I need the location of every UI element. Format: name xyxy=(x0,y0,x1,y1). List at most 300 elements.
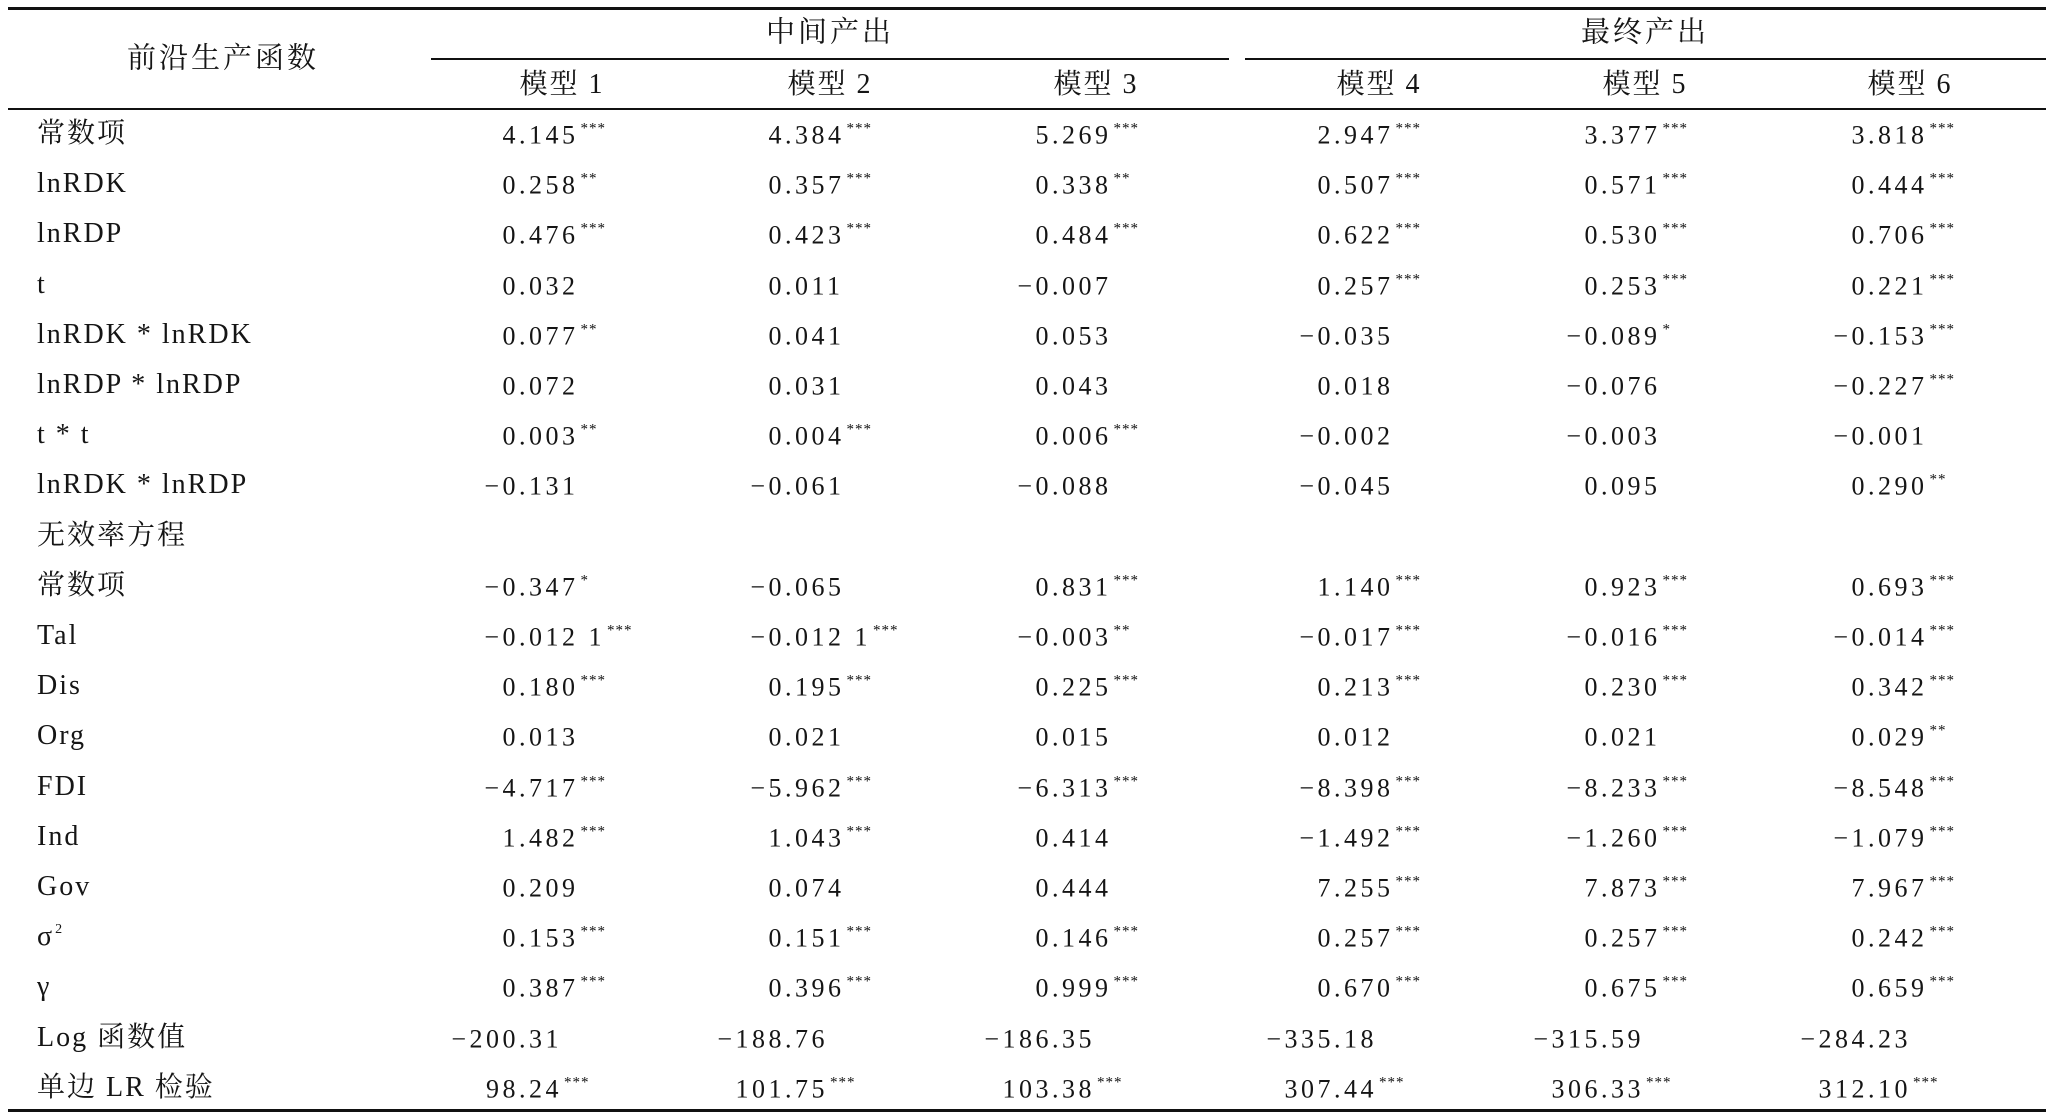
table-cell xyxy=(1585,925,1689,951)
table-cell xyxy=(484,624,632,650)
table-cell xyxy=(1299,772,1421,802)
coefficient-value: −0.061 xyxy=(750,471,845,501)
row-label-text: lnRDK xyxy=(37,168,128,200)
table-cell xyxy=(1317,270,1422,300)
table-cell xyxy=(1317,973,1422,1003)
significance-stars: *** xyxy=(846,923,872,940)
significance-stars: *** xyxy=(846,170,872,187)
significance-stars: *** xyxy=(1929,120,1955,137)
table-cell xyxy=(1299,825,1421,851)
table-row xyxy=(0,1013,2048,1063)
coefficient-value: 0.018 xyxy=(1317,371,1394,401)
significance-stars: *** xyxy=(1395,120,1421,137)
row-label-text: Org xyxy=(37,720,87,752)
table-cell xyxy=(1017,471,1113,501)
table-cell xyxy=(1036,674,1140,700)
coefficient-value: 0.095 xyxy=(1584,471,1661,501)
coefficient-value: 0.230 xyxy=(1584,672,1661,702)
coefficient-value: 0.146 xyxy=(1035,923,1112,953)
significance-stars: ** xyxy=(1929,471,1947,488)
coefficient-value: 1.140 xyxy=(1317,572,1394,602)
coefficient-value: 0.257 xyxy=(1317,923,1394,953)
table-cell xyxy=(1317,722,1396,752)
significance-stars: *** xyxy=(873,622,899,639)
table-cell xyxy=(750,574,846,600)
table-cell xyxy=(1299,323,1395,349)
table-cell xyxy=(1036,323,1114,349)
row-label-text: 单边 LR 检验 xyxy=(37,1071,215,1103)
coefficient-value: −4.717 xyxy=(484,772,579,802)
coefficient-value: −0.045 xyxy=(1299,471,1394,501)
coefficient-value: −0.088 xyxy=(1017,471,1112,501)
significance-stars: *** xyxy=(1113,923,1139,940)
significance-stars: *** xyxy=(607,622,633,639)
coefficient-value: −0.007 xyxy=(1017,270,1112,300)
coefficient-value: 0.180 xyxy=(502,672,579,702)
coefficient-value: 0.253 xyxy=(1584,270,1661,300)
coefficient-value: 103.38 xyxy=(1002,1074,1095,1104)
table-cell xyxy=(1584,973,1689,1003)
coefficient-value: 0.041 xyxy=(768,321,845,351)
coefficient-value: −0.012 1 xyxy=(484,622,605,652)
significance-stars: ** xyxy=(1113,622,1131,639)
row-label-text: lnRDK * lnRDP xyxy=(37,469,249,501)
coefficient-value: −0.017 xyxy=(1299,622,1394,652)
table-cell xyxy=(503,172,598,198)
significance-stars: *** xyxy=(1929,270,1955,287)
significance-stars: *** xyxy=(1113,572,1139,589)
coefficient-value: −8.548 xyxy=(1833,772,1928,802)
significance-stars: *** xyxy=(1662,622,1688,639)
table-cell xyxy=(1036,172,1131,198)
coefficient-value: −1.492 xyxy=(1299,823,1394,853)
row-label-text: Tal xyxy=(37,620,79,651)
coefficient-value: 0.342 xyxy=(1851,672,1928,702)
table-cell xyxy=(1833,423,1929,449)
table-cell xyxy=(503,674,607,700)
significance-stars: *** xyxy=(1929,772,1955,789)
table-cell xyxy=(1566,423,1662,449)
coefficient-value: 0.706 xyxy=(1851,220,1928,250)
table-cell xyxy=(1851,973,1956,1003)
significance-stars: ** xyxy=(1929,722,1947,739)
significance-stars: *** xyxy=(1379,1074,1405,1091)
table-cell xyxy=(1035,973,1140,1003)
table-row xyxy=(0,561,2048,611)
coefficient-value: −0.065 xyxy=(750,572,845,602)
coefficient-value: −0.076 xyxy=(1566,371,1661,401)
row-label xyxy=(37,622,78,650)
significance-stars: *** xyxy=(1113,421,1139,438)
table-cell xyxy=(1017,624,1130,650)
table-cell xyxy=(1017,772,1139,802)
significance-stars: *** xyxy=(1395,772,1421,789)
coefficient-value: 7.967 xyxy=(1851,873,1928,903)
significance-stars: *** xyxy=(1662,772,1688,789)
table-cell xyxy=(769,875,847,901)
significance-stars: ** xyxy=(1113,170,1131,187)
table-cell xyxy=(750,624,898,650)
coefficient-value: 0.012 xyxy=(1317,722,1394,752)
table-cell xyxy=(486,1076,590,1102)
table-cell xyxy=(503,122,607,148)
significance-stars: *** xyxy=(1662,973,1688,990)
significance-stars: *** xyxy=(846,672,872,689)
stub-header: 前沿生产函数 xyxy=(126,42,320,75)
table-cell xyxy=(484,772,606,802)
coefficient-value: 0.029 xyxy=(1851,722,1928,752)
table-cell xyxy=(502,973,607,1003)
table-row xyxy=(0,260,2048,310)
significance-stars: *** xyxy=(580,120,606,137)
table-cell xyxy=(1584,722,1663,752)
coefficient-value: 0.396 xyxy=(768,973,845,1003)
significance-stars: *** xyxy=(1097,1074,1123,1091)
table-row xyxy=(0,511,2048,561)
row-label-text: Gov xyxy=(37,871,92,902)
table-cell xyxy=(1036,423,1140,449)
coefficient-value: −0.016 xyxy=(1566,622,1661,652)
coefficient-value: 0.074 xyxy=(768,873,845,903)
row-label-text: 常数项 xyxy=(37,569,128,601)
table-cell xyxy=(1852,674,1956,700)
row-label xyxy=(37,569,128,601)
coefficient-value: 3.818 xyxy=(1851,120,1928,150)
significance-stars: * xyxy=(1662,321,1671,338)
significance-stars: *** xyxy=(1662,823,1688,840)
table-cell xyxy=(1318,122,1422,148)
table-cell xyxy=(502,722,581,752)
model-header-3: 模型 3 xyxy=(1053,69,1139,100)
table-cell xyxy=(1566,772,1688,802)
significance-stars: *** xyxy=(1113,973,1139,990)
significance-stars: *** xyxy=(1662,120,1688,137)
significance-stars: *** xyxy=(846,823,872,840)
table-cell xyxy=(1852,172,1956,198)
coefficient-value: −1.079 xyxy=(1833,823,1928,853)
coefficient-value: 0.507 xyxy=(1317,170,1394,200)
row-label-superscript: 2 xyxy=(55,922,65,938)
table-cell xyxy=(769,172,873,198)
row-label-text: σ xyxy=(37,921,55,953)
coefficient-value: 0.999 xyxy=(1035,973,1112,1003)
table-cell xyxy=(1318,925,1422,951)
table-row xyxy=(0,812,2048,862)
table-cell xyxy=(1585,875,1689,901)
significance-stars: *** xyxy=(1929,220,1955,237)
row-label xyxy=(37,923,64,951)
group-underline-final xyxy=(1245,58,2046,60)
coefficient-value: 2.947 xyxy=(1317,120,1394,150)
coefficient-value: 0.021 xyxy=(1584,722,1661,752)
row-label xyxy=(37,873,91,901)
table-cell xyxy=(1036,875,1114,901)
table-cell xyxy=(769,423,873,449)
significance-stars: *** xyxy=(580,973,606,990)
coefficient-value: −0.002 xyxy=(1299,421,1394,451)
coefficient-value: 0.013 xyxy=(502,722,579,752)
table-row xyxy=(0,1063,2048,1113)
coefficient-value: 307.44 xyxy=(1284,1074,1377,1104)
significance-stars: *** xyxy=(846,120,872,137)
row-label xyxy=(37,170,128,198)
table-cell xyxy=(503,323,598,349)
table-cell xyxy=(1566,323,1671,349)
coefficient-value: 7.255 xyxy=(1317,873,1394,903)
significance-stars: *** xyxy=(1662,270,1688,287)
table-cell xyxy=(1318,674,1422,700)
coefficient-value: 0.225 xyxy=(1035,672,1112,702)
significance-stars: *** xyxy=(1395,672,1421,689)
coefficient-value: −335.18 xyxy=(1266,1023,1377,1053)
table-cell xyxy=(768,270,846,300)
coefficient-value: 0.072 xyxy=(502,371,579,401)
coefficient-value: 0.444 xyxy=(1035,873,1112,903)
significance-stars: *** xyxy=(580,772,606,789)
coefficient-value: 3.377 xyxy=(1584,120,1661,150)
coefficient-value: 0.659 xyxy=(1851,973,1928,1003)
coefficient-value: 0.151 xyxy=(768,923,845,953)
coefficient-value: −6.313 xyxy=(1017,772,1112,802)
significance-stars: *** xyxy=(580,220,606,237)
coefficient-value: 0.530 xyxy=(1584,220,1661,250)
significance-stars: *** xyxy=(1395,823,1421,840)
coefficient-value: 0.043 xyxy=(1035,371,1112,401)
significance-stars: *** xyxy=(1662,873,1688,890)
coefficient-value: −0.227 xyxy=(1833,371,1928,401)
table-row xyxy=(0,862,2048,912)
significance-stars: *** xyxy=(580,923,606,940)
table-cell xyxy=(1299,471,1395,501)
table-cell xyxy=(1318,373,1396,399)
significance-stars: *** xyxy=(580,672,606,689)
significance-stars: *** xyxy=(830,1074,856,1091)
row-label-text: lnRDP xyxy=(37,218,124,250)
table-cell xyxy=(1266,1023,1379,1053)
table-cell xyxy=(1585,172,1689,198)
table-cell xyxy=(1833,624,1955,650)
coefficient-value: −0.003 xyxy=(1566,421,1661,451)
coefficient-value: 0.077 xyxy=(502,321,579,351)
coefficient-value: −0.014 xyxy=(1833,622,1928,652)
coefficient-value: 0.357 xyxy=(768,170,845,200)
significance-stars: *** xyxy=(1395,170,1421,187)
significance-stars: *** xyxy=(1662,170,1688,187)
row-label xyxy=(37,268,47,300)
coefficient-value: 0.444 xyxy=(1851,170,1928,200)
coefficient-value: 0.831 xyxy=(1035,572,1112,602)
significance-stars: *** xyxy=(1662,672,1688,689)
significance-stars: *** xyxy=(1395,622,1421,639)
table-cell xyxy=(1035,220,1140,250)
significance-stars: *** xyxy=(1395,923,1421,940)
row-label-text: lnRDK * lnRDK xyxy=(37,318,253,350)
significance-stars: *** xyxy=(1113,772,1139,789)
significance-stars: *** xyxy=(1395,973,1421,990)
significance-stars: *** xyxy=(1113,220,1139,237)
table-cell xyxy=(768,220,873,250)
coefficient-value: 7.873 xyxy=(1584,873,1661,903)
table-cell xyxy=(750,772,872,802)
model-header-4: 模型 4 xyxy=(1336,69,1422,100)
row-label-text: Dis xyxy=(37,670,82,702)
significance-stars: ** xyxy=(580,321,598,338)
coefficient-value: 0.622 xyxy=(1317,220,1394,250)
table-cell xyxy=(768,722,847,752)
table-cell xyxy=(1533,1023,1646,1053)
table-row xyxy=(0,410,2048,460)
table-cell xyxy=(1036,925,1140,951)
table-cell xyxy=(750,471,846,501)
table-cell xyxy=(769,373,847,399)
table-cell xyxy=(717,1023,830,1053)
table-cell xyxy=(769,674,873,700)
significance-stars: *** xyxy=(1929,823,1955,840)
table-cell xyxy=(1852,122,1956,148)
table-cell xyxy=(1003,1076,1123,1102)
table-cell xyxy=(502,220,607,250)
table-cell xyxy=(1584,270,1689,300)
significance-stars: *** xyxy=(1929,973,1955,990)
coefficient-value: 0.015 xyxy=(1035,722,1112,752)
row-label xyxy=(37,770,89,802)
significance-stars: *** xyxy=(1662,220,1688,237)
significance-stars: *** xyxy=(564,1074,590,1091)
coefficient-value: 0.053 xyxy=(1035,321,1112,351)
table-cell xyxy=(1833,323,1955,349)
table-cell xyxy=(1036,373,1114,399)
coefficient-value: 0.423 xyxy=(768,220,845,250)
table-cell xyxy=(1800,1023,1913,1053)
coefficient-value: −315.59 xyxy=(1533,1023,1644,1053)
coefficient-value: 0.414 xyxy=(1035,823,1112,853)
coefficient-value: −200.31 xyxy=(451,1023,562,1053)
table-cell xyxy=(1585,674,1689,700)
table-cell xyxy=(1318,574,1422,600)
table-cell xyxy=(984,1023,1097,1053)
table-cell xyxy=(1036,574,1140,600)
table-cell xyxy=(503,925,607,951)
coefficient-value: −0.001 xyxy=(1833,421,1928,451)
coefficient-value: 0.003 xyxy=(502,421,579,451)
table-cell xyxy=(1299,624,1421,650)
table-row xyxy=(0,460,2048,510)
table-row xyxy=(0,912,2048,962)
coefficient-value: 101.75 xyxy=(735,1074,828,1104)
table-row xyxy=(0,159,2048,209)
coefficient-value: 0.032 xyxy=(502,270,579,300)
table-cell xyxy=(1036,825,1114,851)
table-cell xyxy=(1819,1076,1939,1102)
coefficient-value: 0.338 xyxy=(1035,170,1112,200)
row-label xyxy=(37,220,123,248)
table-row xyxy=(0,109,2048,159)
model-header-1: 模型 1 xyxy=(519,69,605,100)
table-cell xyxy=(1285,1076,1405,1102)
coefficient-value: 0.675 xyxy=(1584,973,1661,1003)
significance-stars: *** xyxy=(846,772,872,789)
row-label xyxy=(37,371,242,399)
table-cell xyxy=(1851,471,1947,501)
coefficient-value: 98.24 xyxy=(486,1074,562,1104)
table-cell xyxy=(1585,574,1689,600)
coefficient-value: 0.031 xyxy=(768,371,845,401)
table-cell xyxy=(1017,270,1113,300)
significance-stars: *** xyxy=(1929,923,1955,940)
coefficient-value: 0.021 xyxy=(768,722,845,752)
table-cell xyxy=(1852,574,1956,600)
table-cell xyxy=(1833,772,1955,802)
table-cell xyxy=(1851,722,1947,752)
coefficient-value: 0.213 xyxy=(1317,672,1394,702)
top-rule xyxy=(8,7,2046,10)
significance-stars: ** xyxy=(580,421,598,438)
table-cell xyxy=(769,825,873,851)
significance-stars: *** xyxy=(1395,270,1421,287)
coefficient-value: 0.221 xyxy=(1851,270,1928,300)
coefficient-value: 1.043 xyxy=(768,823,845,853)
table-cell xyxy=(503,875,581,901)
coefficient-value: −284.23 xyxy=(1800,1023,1911,1053)
group-underline-intermediate xyxy=(431,58,1229,60)
row-label xyxy=(37,421,91,449)
row-label xyxy=(37,1071,215,1103)
table-cell xyxy=(451,1023,564,1053)
coefficient-value: 0.290 xyxy=(1851,471,1928,501)
group-header-final: 最终产出 xyxy=(1580,16,1710,49)
coefficient-value: 0.242 xyxy=(1851,923,1928,953)
coefficient-value: 306.33 xyxy=(1551,1074,1644,1104)
coefficient-value: 0.693 xyxy=(1851,572,1928,602)
coefficient-value: 0.209 xyxy=(502,873,579,903)
coefficient-value: −0.003 xyxy=(1017,622,1112,652)
table-cell xyxy=(1851,220,1956,250)
table-cell xyxy=(1566,825,1688,851)
row-label-text: FDI xyxy=(37,770,89,802)
coefficient-value: 0.571 xyxy=(1584,170,1661,200)
significance-stars: *** xyxy=(1395,220,1421,237)
table-row xyxy=(0,962,2048,1012)
table-cell xyxy=(1318,875,1422,901)
coefficient-value: −188.76 xyxy=(717,1023,828,1053)
table-cell xyxy=(503,423,598,449)
significance-stars: *** xyxy=(1929,572,1955,589)
table-cell xyxy=(1317,220,1422,250)
table-cell xyxy=(769,323,847,349)
table-cell xyxy=(769,122,873,148)
row-label-text: Log 函数值 xyxy=(37,1021,188,1053)
table-row xyxy=(0,611,2048,661)
table-cell xyxy=(1852,925,1956,951)
significance-stars: *** xyxy=(1662,923,1688,940)
row-label xyxy=(37,471,248,499)
coefficient-value: 0.258 xyxy=(502,170,579,200)
significance-stars: *** xyxy=(846,973,872,990)
table-cell xyxy=(1318,172,1422,198)
coefficient-value: 0.476 xyxy=(502,220,579,250)
coefficient-value: 0.387 xyxy=(502,973,579,1003)
row-label-text: lnRDP * lnRDP xyxy=(37,369,243,400)
significance-stars: *** xyxy=(1929,170,1955,187)
row-label xyxy=(37,318,253,350)
table-cell xyxy=(502,270,581,300)
table-cell xyxy=(503,373,581,399)
significance-stars: *** xyxy=(1113,672,1139,689)
row-label-text: t * t xyxy=(37,419,91,451)
coefficient-value: −8.398 xyxy=(1299,772,1394,802)
significance-stars: * xyxy=(580,572,589,589)
coefficient-value: 0.484 xyxy=(1035,220,1112,250)
